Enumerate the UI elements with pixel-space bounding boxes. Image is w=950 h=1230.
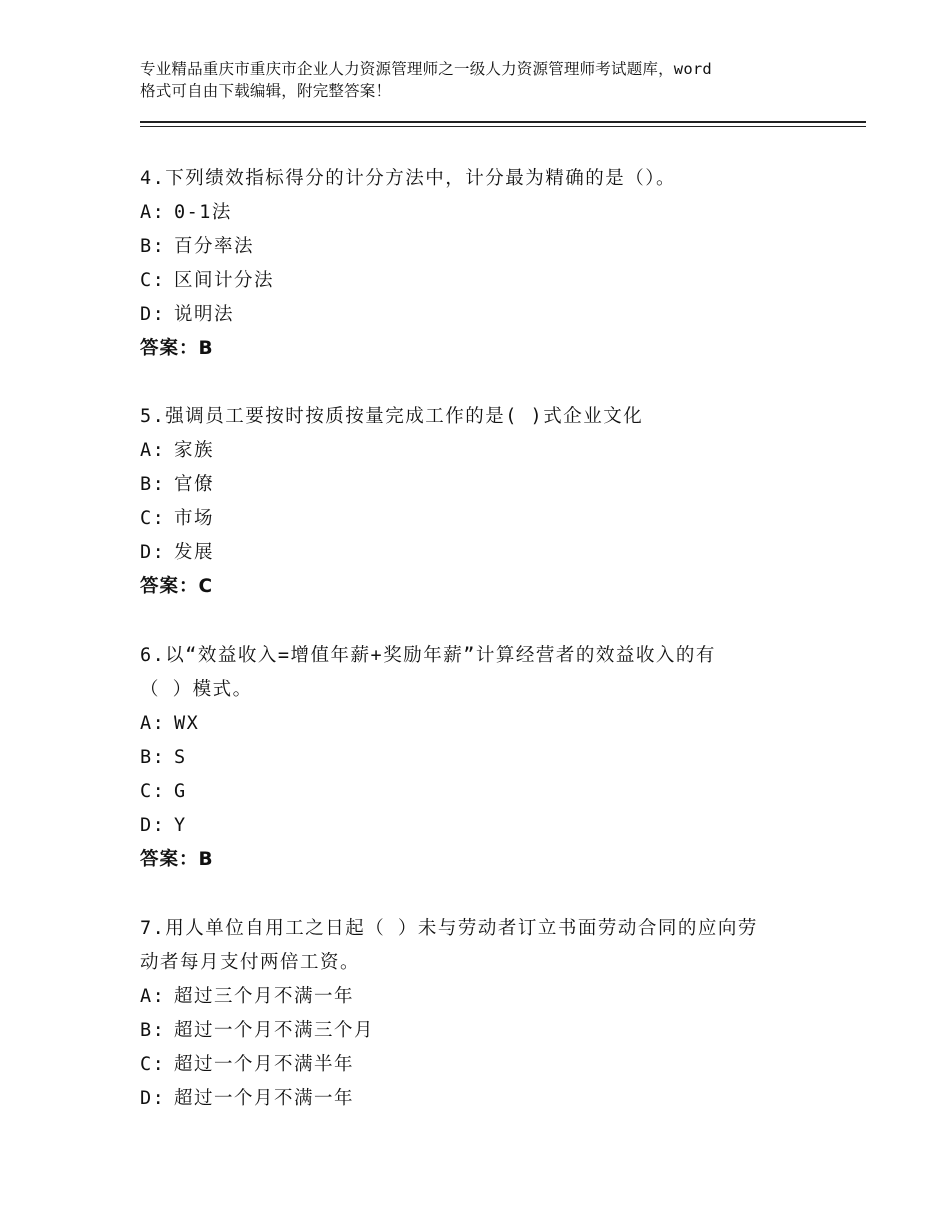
option-b xyxy=(140,230,820,264)
question-text-line-2: （ ）模式。 xyxy=(140,679,253,700)
option-key: B: xyxy=(140,747,166,768)
option-c xyxy=(140,264,820,298)
option-text: 发展 xyxy=(174,542,215,563)
question-6 xyxy=(140,639,820,877)
option-b xyxy=(140,468,820,502)
question-5 xyxy=(140,400,820,604)
option-text: 百分率法 xyxy=(174,236,255,257)
option-key: B: xyxy=(140,236,166,257)
option-key: D: xyxy=(140,815,166,836)
header-line-1: 专业精品重庆市重庆市企业人力资源管理师之一级人力资源管理师考试题库，word xyxy=(140,60,712,78)
option-d xyxy=(140,809,820,843)
option-key: B: xyxy=(140,474,166,495)
option-text: 超过三个月不满一年 xyxy=(174,986,355,1007)
option-text: 超过一个月不满半年 xyxy=(174,1054,355,1075)
option-text: 官僚 xyxy=(174,474,215,495)
option-key: D: xyxy=(140,304,166,325)
option-text: 说明法 xyxy=(174,304,235,325)
option-b xyxy=(140,741,820,775)
option-key: A: xyxy=(140,986,166,1007)
option-key: D: xyxy=(140,1088,166,1109)
option-text: G xyxy=(174,781,187,802)
option-c xyxy=(140,775,820,809)
option-key: D: xyxy=(140,542,166,563)
option-text: WX xyxy=(174,713,200,734)
option-key: C: xyxy=(140,270,166,291)
option-a xyxy=(140,434,820,468)
option-key: A: xyxy=(140,713,166,734)
option-key: B: xyxy=(140,1020,166,1041)
option-key: C: xyxy=(140,781,166,802)
option-key: C: xyxy=(140,1054,166,1075)
question-text-line-1: 7.用人单位自用工之日起（ ）未与劳动者订立书面劳动合同的应向劳 xyxy=(140,918,758,939)
option-d xyxy=(140,536,820,570)
option-text: 市场 xyxy=(174,508,215,529)
option-text: 区间计分法 xyxy=(174,270,275,291)
option-b xyxy=(140,1014,820,1048)
question-text: 4.下列绩效指标得分的计分方法中，计分最为精确的是（）。 xyxy=(140,168,677,189)
option-key: C: xyxy=(140,508,166,529)
header-divider-thin xyxy=(140,126,866,127)
option-c xyxy=(140,1048,820,1082)
option-key: A: xyxy=(140,202,166,223)
option-text: S xyxy=(174,747,187,768)
option-a xyxy=(140,707,820,741)
question-text-line-2: 动者每月支付两倍工资。 xyxy=(140,952,361,973)
question-text: 5.强调员工要按时按质按量完成工作的是( )式企业文化 xyxy=(140,406,644,427)
answer-label: 答案：B xyxy=(140,849,214,870)
option-text: 家族 xyxy=(174,440,215,461)
document-header xyxy=(140,58,830,102)
option-key: A: xyxy=(140,440,166,461)
option-a xyxy=(140,980,820,1014)
header-divider-thick xyxy=(140,121,866,123)
option-text: Y xyxy=(174,815,187,836)
answer-label: 答案：C xyxy=(140,576,214,597)
header-line-2: 格式可自由下载编辑，附完整答案！ xyxy=(140,82,392,100)
question-text-line-1: 6.以“效益收入=增值年薪+奖励年薪”计算经营者的效益收入的有 xyxy=(140,645,716,666)
option-a xyxy=(140,196,820,230)
option-text: 0-1法 xyxy=(174,202,232,223)
option-text: 超过一个月不满一年 xyxy=(174,1088,355,1109)
option-c xyxy=(140,502,820,536)
question-7 xyxy=(140,912,820,1116)
option-text: 超过一个月不满三个月 xyxy=(174,1020,375,1041)
option-d xyxy=(140,298,820,332)
answer-label: 答案：B xyxy=(140,338,214,359)
option-d xyxy=(140,1082,820,1116)
question-4 xyxy=(140,162,820,366)
